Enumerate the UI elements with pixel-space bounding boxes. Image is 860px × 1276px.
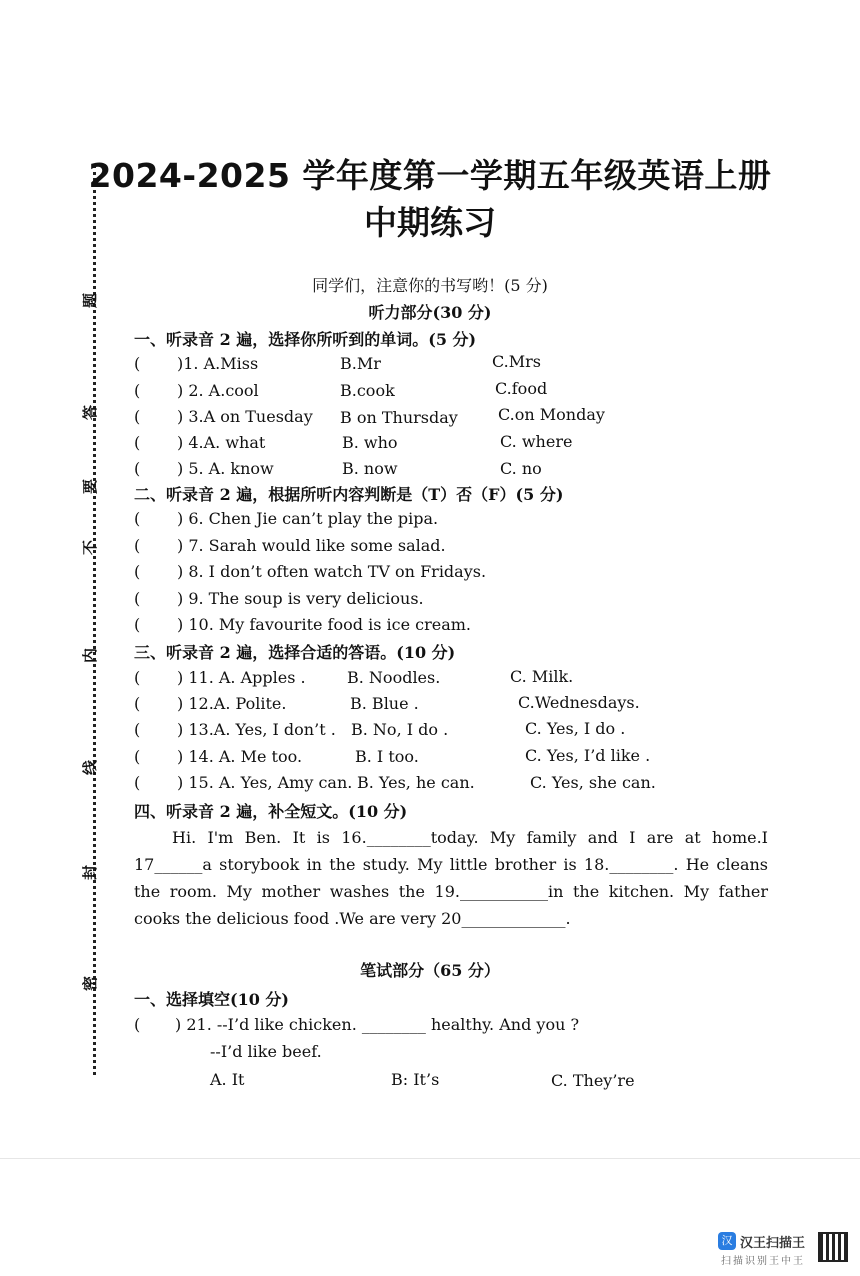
option-c: C. Yes, she can.: [530, 773, 656, 792]
section-4-title: 四、听录音 2 遍，补全短文。(10 分): [134, 802, 408, 821]
answer-paren: (: [134, 694, 141, 713]
answer-paren: (: [134, 1015, 141, 1034]
written-header: 笔试部分（65 分）: [360, 961, 500, 980]
binding-char: 内: [81, 647, 100, 664]
question-9: ) 9. The soup is very delicious.: [177, 589, 424, 608]
question-10: ) 10. My favourite food is ice cream.: [177, 615, 471, 634]
option-c: C. Yes, I’d like .: [525, 746, 651, 765]
section-2-title: 二、听录音 2 遍，根据所听内容判断是（T）否（F）(5 分): [134, 485, 564, 504]
answer-paren: (: [134, 381, 141, 400]
option-b: B. now: [342, 459, 398, 478]
answer-paren: (: [134, 615, 141, 634]
cloze-passage: Hi. I'm Ben. It is 16.________today. My family and I are at home.I 17______a storybook in the study. My little brother is 18.________. He cleans the room. My mother washes the 19.___________in the kitchen. My father cooks the delicious food .We are very 20_____________.: [134, 828, 768, 928]
question-7: ) 7. Sarah would like some salad.: [177, 536, 446, 555]
handwriting-note: 同学们，注意你的书写哟！(5 分): [312, 276, 548, 295]
option-c: C.Mrs: [492, 352, 541, 371]
answer-paren: (: [134, 720, 141, 739]
option-b: B. who: [342, 433, 398, 452]
option-b: B.cook: [340, 381, 395, 400]
question-4: ) 4.A. what: [177, 433, 266, 452]
scanner-app-name: 汉王扫描王: [740, 1236, 806, 1251]
option-c: C. They’re: [551, 1071, 635, 1090]
option-c: C. no: [500, 459, 542, 478]
question-21-reply: --I’d like beef.: [210, 1042, 322, 1061]
option-c: C.on Monday: [498, 405, 605, 424]
question-8: ) 8. I don’t often watch TV on Fridays.: [177, 562, 487, 581]
option-c: C. Yes, I do .: [525, 719, 626, 738]
question-6: ) 6. Chen Jie can’t play the pipa.: [177, 509, 439, 528]
option-b: B.Mr: [340, 354, 381, 373]
question-15: ) 15. A. Yes, Amy can.: [177, 773, 353, 792]
scanner-logo-icon: 汉: [718, 1232, 736, 1250]
binding-char: 线: [81, 759, 100, 776]
option-c: C. where: [500, 432, 573, 451]
option-c: C. Milk.: [510, 667, 574, 686]
option-c: C.Wednesdays.: [518, 693, 640, 712]
answer-paren: (: [134, 407, 141, 426]
answer-paren: (: [134, 354, 141, 373]
answer-paren: (: [134, 773, 141, 792]
binding-char: 封: [81, 864, 100, 881]
answer-paren: (: [134, 459, 141, 478]
binding-char: 不: [81, 539, 100, 556]
binding-char: 要: [81, 478, 100, 495]
question-3: ) 3.A on Tuesday: [177, 407, 313, 426]
option-b: B on Thursday: [340, 408, 458, 427]
answer-paren: (: [134, 589, 141, 608]
answer-paren: (: [134, 562, 141, 581]
binding-char: 题: [81, 292, 100, 309]
option-b: B. I too.: [355, 747, 419, 766]
section-1-title: 一、听录音 2 遍，选择你所听到的单词。(5 分): [134, 330, 477, 349]
exam-subtitle: 中期练习: [364, 203, 496, 242]
answer-paren: (: [134, 433, 141, 452]
question-11: ) 11. A. Apples .: [177, 668, 306, 687]
page-divider: [0, 1158, 860, 1159]
scanner-watermark: [718, 1232, 848, 1268]
written-section-1-title: 一、选择填空(10 分): [134, 990, 289, 1009]
answer-paren: (: [134, 509, 141, 528]
option-b: B. Yes, he can.: [357, 773, 475, 792]
option-b: B. Blue .: [350, 694, 419, 713]
scanner-slogan: 扫描识别王中王: [721, 1256, 805, 1267]
question-13: ) 13.A. Yes, I don’t .: [177, 720, 336, 739]
binding-char: 答: [81, 404, 100, 421]
question-1: )1. A.Miss: [177, 354, 259, 373]
option-b: B. Noodles.: [347, 668, 441, 687]
answer-paren: (: [134, 668, 141, 687]
question-2: ) 2. A.cool: [177, 381, 259, 400]
exam-title: 2024-2025 学年度第一学期五年级英语上册: [88, 156, 772, 195]
option-b: B: It’s: [391, 1070, 440, 1089]
question-21: ) 21. --I’d like chicken. ________ healthy. And you ?: [175, 1015, 580, 1034]
option-a: A. It: [210, 1070, 245, 1089]
answer-paren: (: [134, 747, 141, 766]
qr-code-icon: [818, 1232, 848, 1262]
section-3-title: 三、听录音 2 遍，选择合适的答语。(10 分): [134, 643, 456, 662]
question-12: ) 12.A. Polite.: [177, 694, 287, 713]
option-c: C.food: [495, 379, 548, 398]
option-b: B. No, I do .: [351, 720, 449, 739]
question-5: ) 5. A. know: [177, 459, 274, 478]
binding-char: 密: [81, 975, 100, 992]
listening-header: 听力部分(30 分): [368, 303, 492, 322]
answer-paren: (: [134, 536, 141, 555]
question-14: ) 14. A. Me too.: [177, 747, 303, 766]
